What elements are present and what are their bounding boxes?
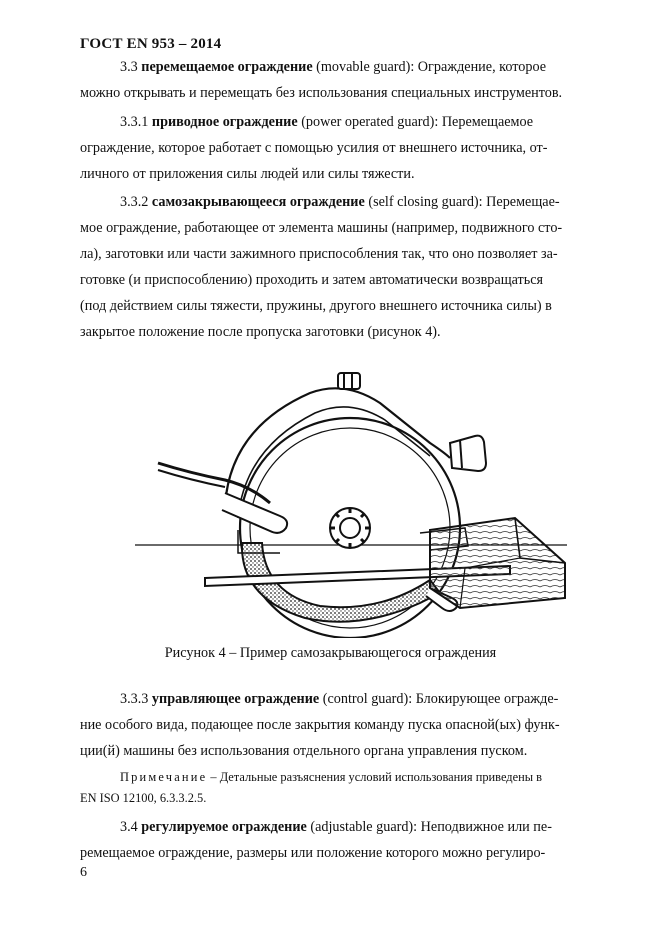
note-label: Примечание — [120, 770, 208, 784]
figure-caption: Рисунок 4 – Пример самозакрывающегося ограждения — [164, 645, 497, 661]
text-line: (power operated guard): Перемещаемое — [297, 114, 534, 130]
section-number: 3.3 — [120, 59, 138, 75]
top-knob — [338, 373, 360, 389]
section-number: 3.3.2 — [120, 194, 149, 210]
section-3-3-1 — [80, 109, 608, 187]
text-line: ции(й) машины без использования отдельного органа управления пуском. — [80, 743, 528, 759]
workpiece — [430, 518, 565, 608]
section-term: перемещаемое ограждение — [141, 59, 313, 75]
text-line: ние особого вида, подающее после закрытия команду пуска опасной(ых) функ- — [80, 717, 560, 733]
section-number: 3.3.3 — [120, 691, 149, 707]
note — [80, 767, 608, 809]
text-line: закрытое положение после пропуска заготовки (рисунок 4). — [80, 324, 441, 340]
text-line: готовке (и приспособлению) проходить и затем автоматически возвращаться — [80, 272, 544, 288]
section-term: регулируемое ограждение — [141, 819, 307, 835]
text-line: ограждение, которое работает с помощью усилия от внешнего источника, от- — [80, 140, 548, 156]
section-3-3 — [80, 54, 608, 106]
section-3-3-2 — [80, 189, 608, 345]
text-line: (self closing guard): Перемещае- — [364, 194, 560, 210]
text-line: ремещаемое ограждение, размеры или положение которого можно регулиро- — [80, 845, 546, 861]
text-line: ла), заготовки или части зажимного приспособления так, что оно позволяет за- — [80, 246, 558, 262]
section-3-4 — [80, 814, 608, 866]
front-handle — [450, 436, 486, 471]
section-number: 3.4 — [120, 819, 138, 835]
section-term: самозакрывающееся ограждение — [151, 194, 365, 210]
text-line: (adjustable guard): Неподвижное или пе- — [306, 819, 552, 835]
text-line: можно открывать и перемещать без использования специальных инструментов. — [80, 85, 563, 101]
section-term: управляющее ограждение — [151, 691, 320, 707]
section-number: 3.3.1 — [120, 114, 149, 130]
text-line: мое ограждение, работающее от элемента машины (например, подвижного сто- — [80, 220, 563, 236]
section-term: приводное ограждение — [151, 114, 298, 130]
note-text: – Детальные разъяснения условий использования приведены в — [207, 770, 542, 784]
text-line: (control guard): Блокирующее огражде- — [319, 691, 559, 707]
section-3-3-3 — [80, 686, 608, 764]
note-text: EN ISO 12100, 6.3.3.2.5. — [80, 791, 207, 805]
text-line: (movable guard): Ограждение, которое — [312, 59, 547, 75]
page-number: 6 — [80, 865, 87, 880]
circular-saw-figure — [130, 368, 570, 638]
text-line: (под действием силы тяжести, пружины, другого внешнего источника силы) в — [80, 298, 552, 314]
page-header: ГОСТ EN 953 – 2014 — [80, 36, 222, 52]
text-line: личного от приложения силы людей или силы тяжести. — [80, 166, 415, 182]
